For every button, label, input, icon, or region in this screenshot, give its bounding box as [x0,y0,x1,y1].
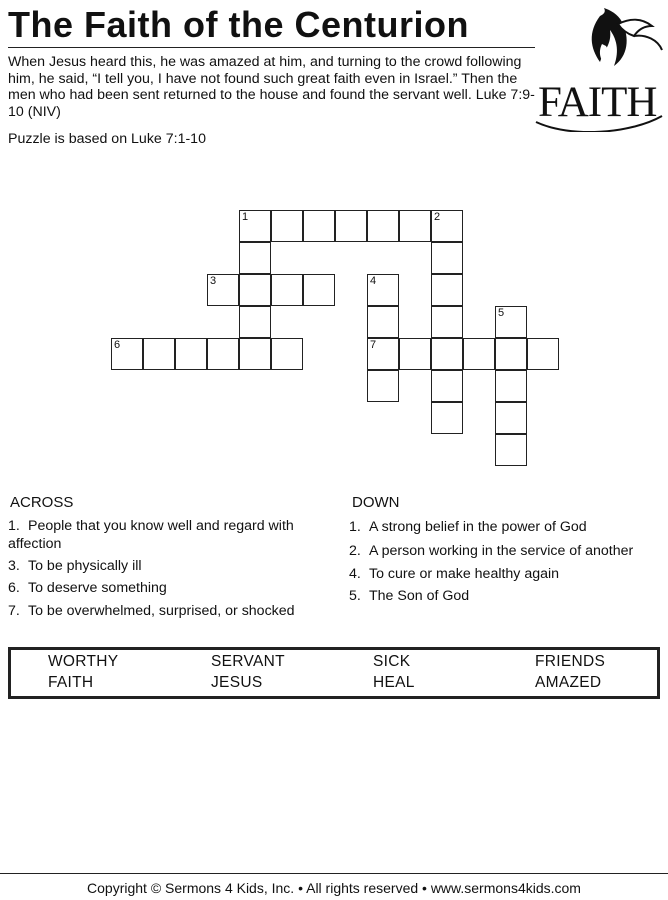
word-bank-item: HEAL [373,674,415,691]
grid-cell[interactable] [367,274,399,306]
title-divider [8,47,535,48]
grid-cell[interactable] [431,402,463,434]
grid-cell[interactable] [431,242,463,274]
down-clue: 4. To cure or make healthy again [349,566,560,582]
grid-cell[interactable] [367,210,399,242]
grid-cell[interactable] [399,338,431,370]
grid-cell[interactable] [431,274,463,306]
clue-number: 4 [370,275,377,287]
grid-cell[interactable] [495,434,527,466]
down-clue: 5. The Son of God [349,588,470,604]
grid-cell[interactable] [495,370,527,402]
clue-number: 3 [210,275,217,287]
across-clue: 7. To be overwhelmed, surprised, or shocked [8,603,295,619]
grid-cell[interactable] [143,338,175,370]
across-clue: 1. People that you know well and regard with affection [8,518,294,552]
grid-cell[interactable] [303,210,335,242]
grid-cell[interactable] [239,274,271,306]
grid-cell[interactable] [239,338,271,370]
scripture-passage: When Jesus heard this, he was amazed at him, and turning to the crowd following him, he said, “I tell you, I have not found such great faith even in Israel.” Then the men who had been sent returned to the house and found the servant well. Luke 7:9-10 (NIV) [8,54,535,120]
clue-number: 2 [434,211,441,223]
grid-cell[interactable] [495,306,527,338]
word-bank-item: WORTHY [48,653,119,670]
faith-logo [530,4,666,132]
clue-number: 7 [370,339,377,351]
grid-cell[interactable] [239,242,271,274]
grid-cell[interactable] [271,210,303,242]
grid-cell[interactable] [239,210,271,242]
grid-cell[interactable] [431,306,463,338]
grid-cell[interactable] [207,274,239,306]
grid-cell[interactable] [367,370,399,402]
grid-cell[interactable] [175,338,207,370]
puzzle-basis: Puzzle is based on Luke 7:1-10 [8,131,206,147]
word-bank-item: SICK [373,653,411,670]
down-clue: 2. A person working in the service of another [349,543,634,559]
grid-cell[interactable] [207,338,239,370]
down-clue: 1. A strong belief in the power of God [349,519,587,535]
grid-cell[interactable] [303,274,335,306]
word-bank-item: FAITH [48,674,94,691]
clue-number: 5 [498,307,505,319]
grid-cell[interactable] [399,210,431,242]
page-title: The Faith of the Centurion [8,4,469,45]
word-bank-item: AMAZED [535,674,602,691]
across-clue: 3. To be physically ill [8,558,142,574]
grid-cell[interactable] [495,338,527,370]
logo-text: FAITH [538,79,657,126]
grid-cell[interactable] [495,402,527,434]
grid-cell[interactable] [367,338,399,370]
grid-cell[interactable] [527,338,559,370]
grid-cell[interactable] [335,210,367,242]
grid-cell[interactable] [239,306,271,338]
grid-cell[interactable] [463,338,495,370]
across-heading: ACROSS [10,494,74,511]
grid-cell[interactable] [431,370,463,402]
word-bank-item: SERVANT [211,653,285,670]
down-heading: DOWN [352,494,400,511]
word-bank-item: FRIENDS [535,653,606,670]
word-bank-item: JESUS [211,674,263,691]
across-clue: 6. To deserve something [8,580,167,596]
grid-cell[interactable] [271,338,303,370]
grid-cell[interactable] [367,306,399,338]
grid-cell[interactable] [431,338,463,370]
grid-cell[interactable] [271,274,303,306]
grid-cell[interactable] [111,338,143,370]
clue-number: 1 [242,211,249,223]
footer-divider [0,873,668,874]
grid-cell[interactable] [431,210,463,242]
clue-number: 6 [114,339,121,351]
footer-copyright: Copyright © Sermons 4 Kids, Inc. • All rights reserved • www.sermons4kids.com [87,880,581,896]
